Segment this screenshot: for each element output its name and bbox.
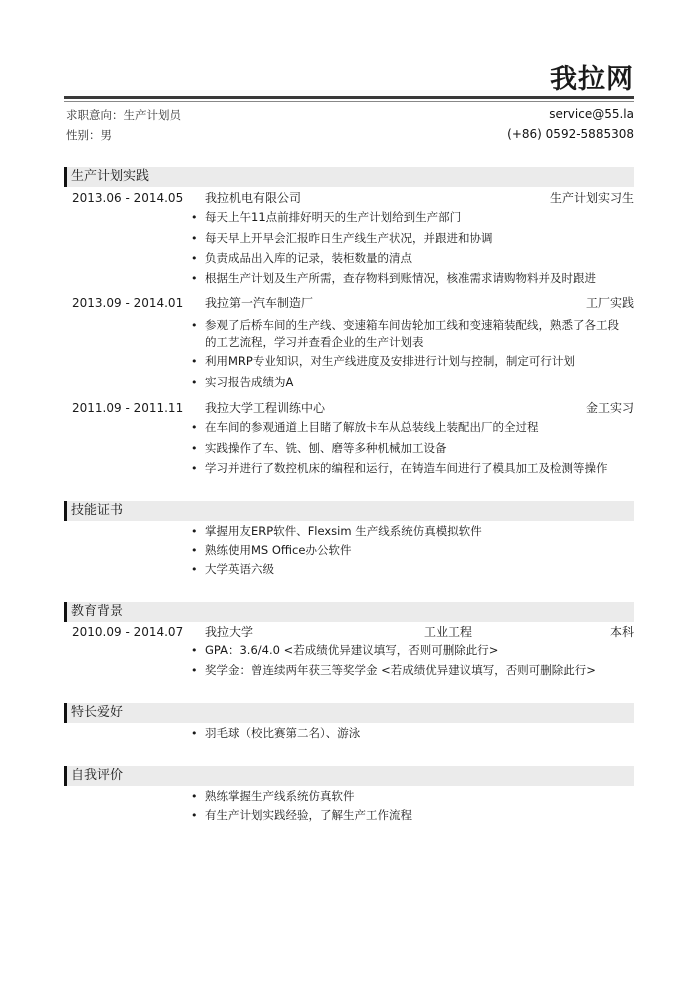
experience-entry [64,294,634,312]
phone-number: (+86) 0592-5885308 [507,127,634,141]
list-item: • 每天上午11点前排好明天的生产计划给到生产部门 [205,208,461,227]
resume-name: 我拉网 [550,64,634,95]
gender: 性别：男 [66,128,112,142]
entry-org: 我拉第一汽车制造厂 [205,296,314,310]
school-name: 我拉大学 [205,625,254,639]
job-intent: 求职意向：生产计划员 [66,108,181,122]
experience-entry [64,189,634,207]
list-item: • 参观了后桥车间的生产线、变速箱车间齿轮加工线和变速箱装配线，熟悉了各工段 [205,316,619,335]
entry-date: 2013.09 - 2014.01 [72,296,184,310]
list-item: • 羽毛球（校比赛第二名）、游泳 [205,724,360,743]
major: 工业工程 [424,625,473,639]
section-title: 生产计划实践 [71,169,150,184]
list-item: • 掌握用友ERP软件、Flexsim 生产线系统仿真模拟软件 [205,522,482,541]
section-header-education [64,602,634,622]
list-item: • GPA：3.6/4.0 <若成绩优异建议填写，否则可删除此行> [205,641,498,660]
entry-role: 工厂实践 [585,296,634,310]
entry-role: 金工实习 [585,401,634,415]
list-item-continuation: 的工艺流程，学习并查看企业的生产计划表 [205,335,424,349]
list-item: • 负责成品出入库的记录，装柜数量的清点 [205,249,412,268]
section-title: 技能证书 [71,503,124,518]
list-item: • 每天早上开早会汇报昨日生产线生产状况，并跟进和协调 [205,229,493,248]
section-header-skills [64,501,634,521]
section-header-self-evaluation [64,766,634,786]
section-header-hobbies [64,703,634,723]
entry-date: 2010.09 - 2014.07 [72,625,184,639]
list-item: • 在车间的参观通道上目睹了解放卡车从总装线上装配出厂的全过程 [205,418,539,437]
section-title: 自我评价 [71,768,124,783]
list-item: • 实践操作了车、铣、刨、磨等多种机械加工设备 [205,439,447,458]
entry-org: 我拉大学工程训练中心 [205,401,326,415]
list-item: • 根据生产计划及生产所需，查存物料到账情况，核准需求请购物料并及时跟进 [205,269,596,288]
entry-role: 生产计划实习生 [549,191,634,205]
list-item: • 实习报告成绩为A [205,373,293,392]
entry-date: 2011.09 - 2011.11 [72,401,184,415]
list-item: • 熟练使用MS Office办公软件 [205,541,351,560]
degree: 本科 [609,625,634,639]
list-item: • 熟练掌握生产线系统仿真软件 [205,787,355,806]
education-entry [64,623,634,641]
section-header-practice [64,167,634,187]
header-divider-thin [64,101,634,102]
header-divider-thick [64,96,634,99]
section-title: 教育背景 [71,604,124,619]
list-item: • 利用MRP专业知识，对生产线进度及安排进行计划与控制，制定可行计划 [205,352,575,371]
list-item: • 学习并进行了数控机床的编程和运行，在铸造车间进行了模具加工及检测等操作 [205,459,608,478]
list-item: • 有生产计划实践经验，了解生产工作流程 [205,806,412,825]
experience-entry [64,399,634,417]
entry-date: 2013.06 - 2014.05 [72,191,184,205]
section-title: 特长爱好 [71,705,124,720]
list-item: • 奖学金：曾连续两年获三等奖学金 <若成绩优异建议填写，否则可删除此行> [205,661,596,680]
entry-org: 我拉机电有限公司 [205,191,302,205]
list-item: • 大学英语六级 [205,560,274,579]
email-link[interactable]: service@55.la [549,107,634,121]
